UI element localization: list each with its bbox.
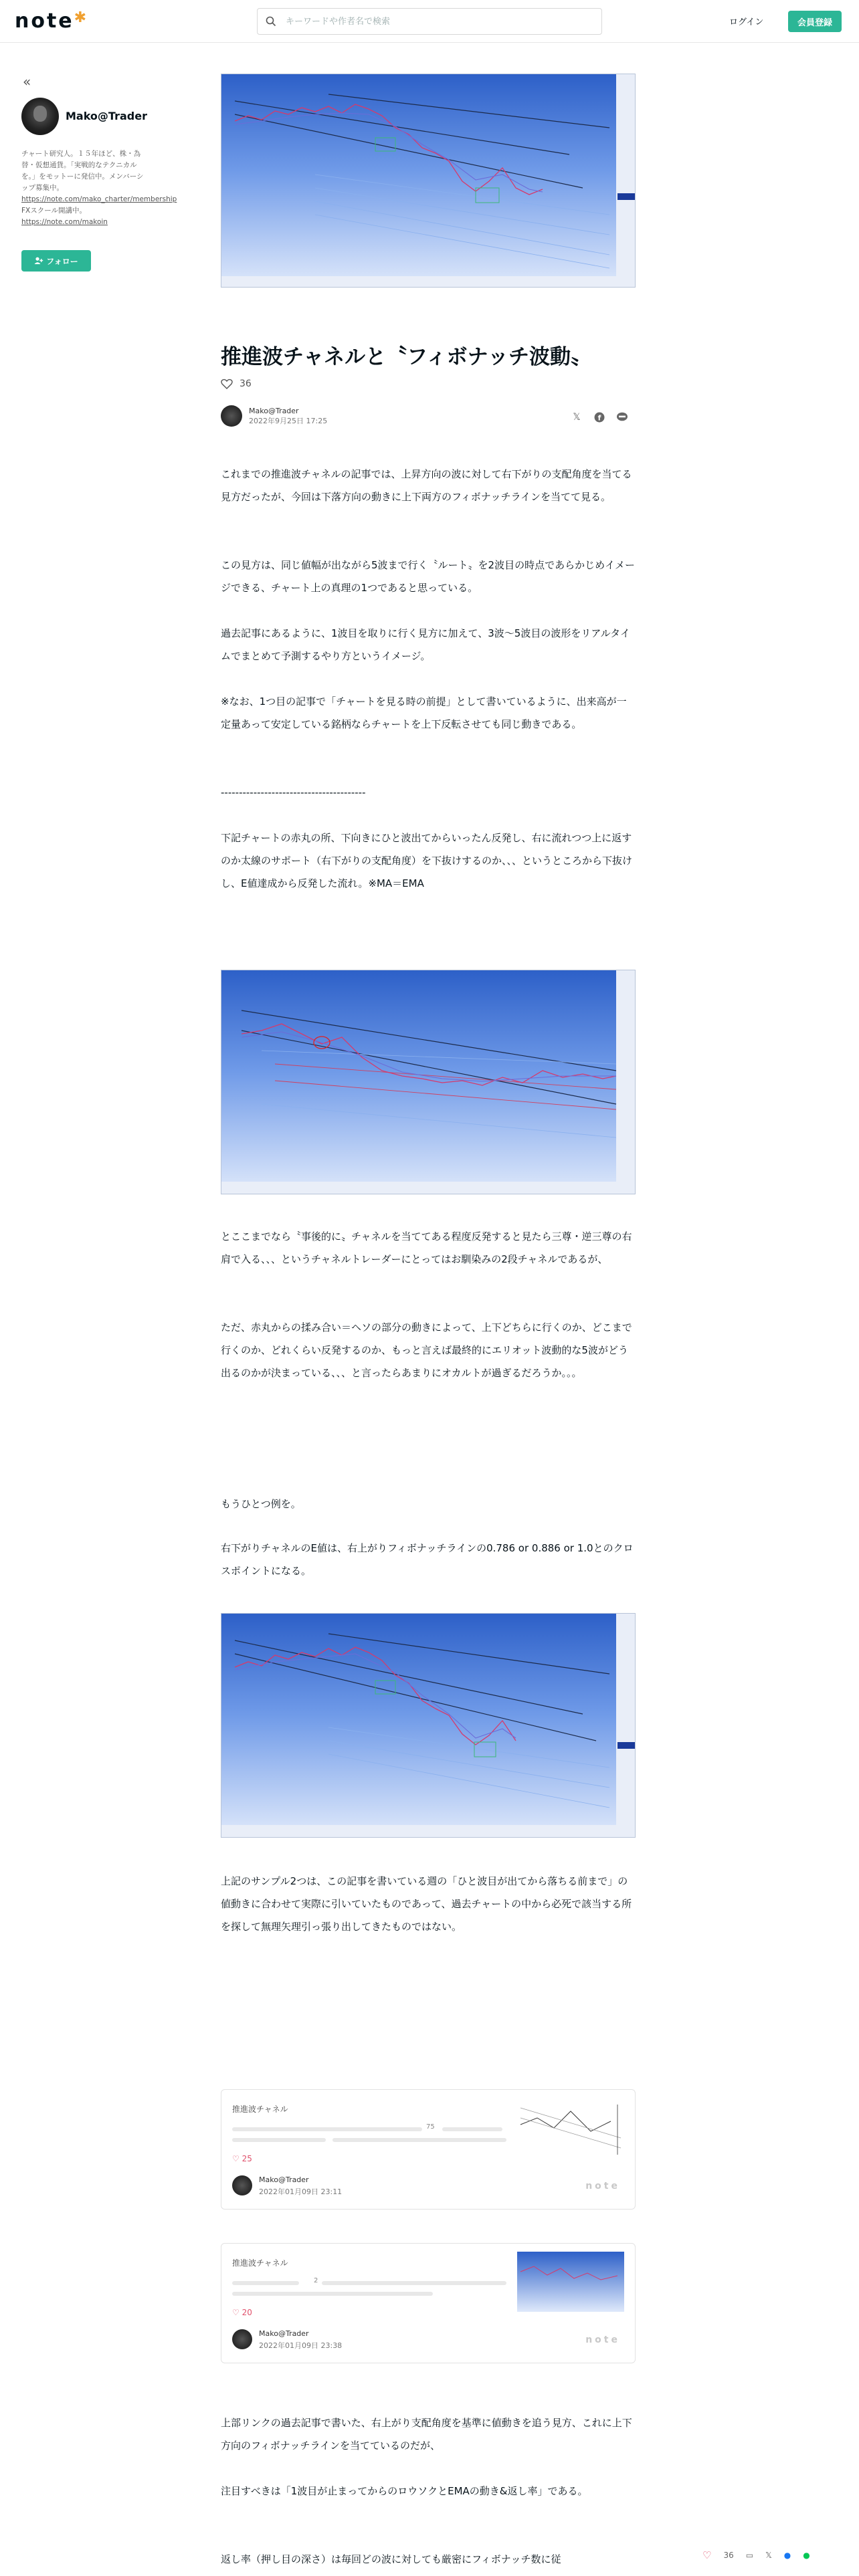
- card-avatar: [232, 2329, 252, 2349]
- chart-graphic-3: [221, 1614, 636, 1838]
- search-input[interactable]: [286, 17, 580, 27]
- heart-icon[interactable]: [221, 379, 233, 389]
- chart-graphic-2: [221, 970, 636, 1194]
- note-logo[interactable]: note✱: [15, 9, 89, 33]
- site-header: [0, 0, 859, 43]
- card-like-count: 20: [242, 2308, 252, 2317]
- card-title: 推進波チャネル: [232, 2258, 288, 2268]
- card-thumbnail: [517, 2252, 624, 2312]
- byline-date: 2022年9月25日 17:25: [249, 416, 328, 425]
- author-avatar[interactable]: [21, 98, 59, 135]
- float-like-count: 36: [723, 2551, 734, 2560]
- chart-image-2: [221, 970, 636, 1194]
- membership-link[interactable]: https://note.com/mako_charter/membership: [21, 195, 177, 203]
- search-icon: [266, 16, 276, 27]
- comment-icon[interactable]: ▭: [745, 2551, 754, 2560]
- person-add-icon: [34, 257, 43, 265]
- chart-image-3: [221, 1613, 636, 1838]
- card-like-count: 25: [242, 2154, 252, 2163]
- note-watermark: note: [585, 2181, 620, 2191]
- search-box[interactable]: [257, 8, 602, 35]
- byline-author[interactable]: Mako@Trader: [249, 406, 299, 415]
- login-link[interactable]: ログイン: [729, 17, 764, 27]
- share-buttons: [570, 411, 629, 424]
- card-author: Mako@Trader: [259, 2329, 309, 2338]
- line-share-icon[interactable]: [615, 411, 629, 424]
- embed-card-2[interactable]: [221, 2243, 636, 2363]
- bio-text: チャート研究人。１５年ほど、株・為替・仮想通貨。「実戦的なテクニカルを。」をモットーに発信中。メンバーシップ募集中。: [21, 150, 144, 192]
- card-author: Mako@Trader: [259, 2175, 309, 2184]
- paragraph-4: ※なお、1つ目の記事で「チャートを見る時の前提」として書いているように、出来高が一定量あって安定している銘柄ならチャートを上下反転させても同じ動きである。: [221, 695, 627, 730]
- author-bio: [21, 148, 177, 228]
- float-facebook-icon[interactable]: ●: [783, 2551, 791, 2560]
- x-share-icon[interactable]: 𝕏: [573, 412, 581, 423]
- collapse-sidebar-icon[interactable]: «: [23, 74, 31, 90]
- svg-text:f: f: [597, 413, 601, 423]
- paragraph-8: もうひとつ例を。: [221, 1498, 301, 1510]
- follow-label: フォロー: [46, 256, 78, 266]
- float-heart-icon[interactable]: ♡: [702, 2549, 712, 2561]
- chart-image-1: [221, 74, 636, 288]
- card-number: 75: [426, 2123, 435, 2131]
- like-area: [221, 379, 252, 389]
- paragraph-11: 上部リンクの過去記事で書いた、右上がり支配角度を基準に値動きを追う見方、これに上下方向のフィボナッチラインを当てているのだが、: [221, 2417, 632, 2452]
- embed-card-1[interactable]: [221, 2089, 636, 2210]
- paragraph-13: 返し率（押し目の深さ）は毎回どの波に対しても厳密にフィボナッチ数に従: [221, 2553, 561, 2565]
- byline-avatar[interactable]: [221, 405, 242, 427]
- paragraph-9: 右下がりチャネルのE値は、右上がりフィボナッチラインの0.786 or 0.886 or 1.0とのクロスポイントになる。: [221, 1542, 634, 1577]
- paragraph-12: 注目すべきは「1波目が止まってからのロウソクとEMAの動き&返し率」である。: [221, 2485, 588, 2497]
- floating-action-bar: [702, 2549, 810, 2561]
- paragraph-3: 過去記事にあるように、1波目を取りに行く見方に加えて、3波〜5波目の波形をリアルタイムでまとめて予測するやり方というイメージ。: [221, 627, 630, 662]
- paragraph-10: 上記のサンプル2つは、この記事を書いている週の「ひと波目が出てから落ちる前まで」の値動きに合わせて実際に引いていたものであって、過去チャートの中から必死で該当する所を探して無理矢理引っ張り出してきたものではない。: [221, 1875, 632, 1933]
- paragraph-6: とここまでなら〝事後的に〟チャネルを当ててある程度反発すると見たら三尊・逆三尊の右肩で入る、、、というチャネルトレーダーにとってはお馴染みの2段チャネルであるが、: [221, 1230, 632, 1265]
- author-name[interactable]: Mako@Trader: [66, 110, 147, 122]
- signup-button[interactable]: 会員登録: [788, 11, 842, 32]
- note-watermark: note: [585, 2335, 620, 2345]
- paragraph-7: ただ、赤丸からの揉み合い＝ヘソの部分の動きによって、上下どちらに行くのか、どこまで行くのか、どれくらい反発するのか、もっと言えば最終的にエリオット波動的な5波がどう出るのかが決まっている、、、と言ったらあまりにオカルトが過ぎるだろうか。。。: [221, 1321, 632, 1379]
- paragraph-5: 下記チャートの赤丸の所、下向きにひと波出てからいったん反発し、右に流れつつ上に返すのか太線のサポート（右下がりの支配角度）を下抜けするのか、、、というところから下抜けし、E値達成から反発した流れ。※MA＝EMA: [221, 832, 633, 889]
- byline: [221, 405, 327, 427]
- school-link[interactable]: https://note.com/makoin: [21, 218, 108, 226]
- float-line-icon[interactable]: ●: [803, 2551, 810, 2560]
- paragraph-separator: ----------------------------------------: [221, 786, 366, 798]
- chart-graphic: [221, 74, 636, 288]
- card-date: 2022年01月09日 23:38: [259, 2341, 343, 2350]
- card-avatar: [232, 2175, 252, 2195]
- card-date: 2022年01月09日 23:11: [259, 2187, 343, 2196]
- card-number: 2: [314, 2277, 318, 2284]
- bio-text-2: FXスクール開講中。: [21, 207, 87, 215]
- follow-button[interactable]: [21, 250, 91, 272]
- card-like: ♡ 25: [232, 2154, 252, 2163]
- card-thumbnail: [517, 2098, 624, 2158]
- facebook-share-icon[interactable]: [593, 411, 606, 424]
- paragraph-2: この見方は、同じ値幅が出ながら5波まで行く〝ルート〟を2波目の時点であらかじめイメージできる、チャート上の真理の1つであると思っている。: [221, 559, 635, 594]
- card-title: 推進波チャネル: [232, 2105, 288, 2114]
- paragraph-1: これまでの推進波チャネルの記事では、上昇方向の波に対して右下がりの支配角度を当てる見方だったが、今回は下落方向の動きに上下両方のフィボナッチラインを当てて見る。: [221, 468, 632, 503]
- article-title: 推進波チャネルと〝フィボナッチ波動〟: [221, 345, 591, 369]
- card-like: ♡ 20: [232, 2308, 252, 2317]
- like-count: 36: [240, 379, 252, 389]
- float-x-icon[interactable]: 𝕏: [765, 2551, 772, 2560]
